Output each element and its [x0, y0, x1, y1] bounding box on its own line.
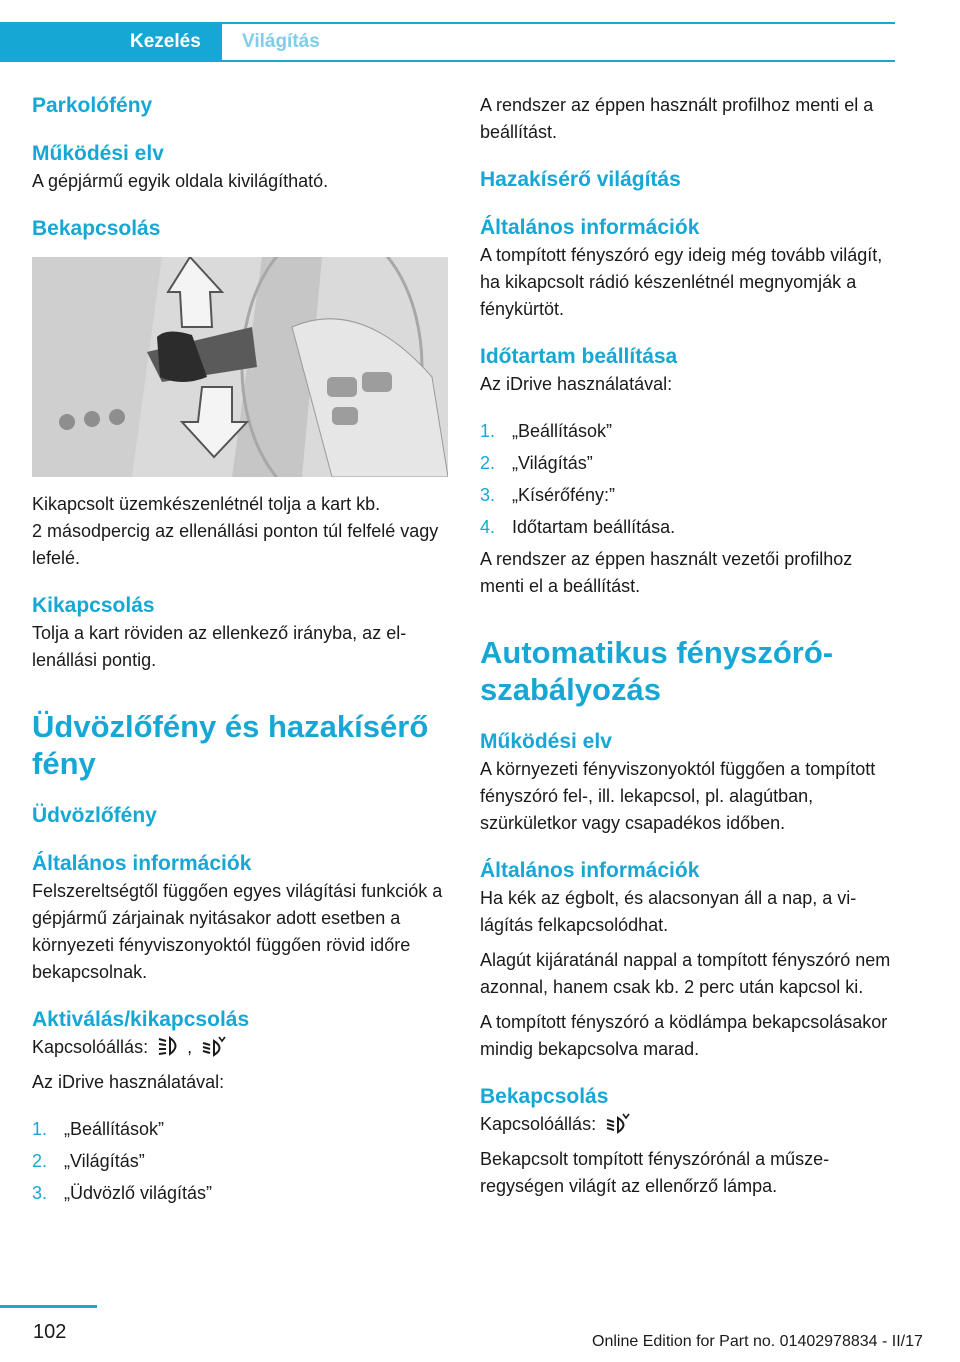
heading-principle: Működési elv: [32, 142, 164, 165]
heading-duration: Időtartam beállítása: [480, 345, 678, 368]
text-blue-sky: Ha kék az égbolt, és alacsonyan áll a nap, a világítás felkapcsolódhat.: [480, 888, 857, 935]
list-item: 1. „Beállítások”: [32, 1119, 165, 1139]
switch-position-label: Kapcsolóállás:: [32, 1037, 149, 1057]
text-switch-on-1: Kikapcsolt üzemkészenlétnél tolja a kart kb.: [32, 494, 381, 514]
tab-kezeles[interactable]: Kezelés: [0, 22, 222, 62]
heading-parking-light: Parkolófény: [32, 94, 153, 117]
list-item: 1. „Beállítások”: [480, 421, 613, 441]
text-principle: A környezeti fényviszonyoktól függően a tompított fényszóró fel-, ill. lekapcsol, pl. alagútban, szürkületkor vagy csapadékos időben.: [480, 759, 876, 833]
auto-headlight-icon: [605, 1112, 631, 1134]
list-item: 2. „Világítás”: [480, 453, 593, 473]
heading-welcome-home-light: Üdvözlőfény és hazakísérő fény: [32, 709, 429, 781]
heading-general-info: Általános információk: [32, 852, 252, 875]
switch-separator: ,: [187, 1037, 193, 1057]
left-column: [32, 92, 450, 1212]
text-switch-position: [32, 1034, 450, 1061]
steps-duration: [480, 418, 898, 541]
text-switch-position: [480, 1111, 898, 1138]
heading-switch-on: Bekapcsolás: [480, 1085, 609, 1108]
heading-general-info-2: Általános információk: [480, 859, 700, 882]
lever-illustration: [32, 257, 448, 477]
text-switch-off: Tolja a kart röviden az ellenkező irányba, az ellenállási pontig.: [32, 623, 407, 670]
text-tunnel: Alagút kijáratánál nappal a tompított fényszóró nem azonnal, hanem csak kb. 2 perc után kapcsol ki.: [480, 950, 891, 997]
steering-column-lever-image: [32, 257, 448, 477]
text-general-info: A tompított fényszóró egy ideig még tovább világít, ha kikapcsolt rádió készenlétnél megnyomják a fénykürtöt.: [480, 245, 883, 319]
text-fog-light: A tompított fényszóró a ködlámpa bekapcsolásakor mindig bekapcsolva marad.: [480, 1012, 888, 1059]
list-item: 4. Időtartam beállítása.: [480, 517, 676, 537]
text-principle: A gépjármű egyik oldala kivilágítható.: [32, 171, 329, 191]
heading-welcome-light: Üdvözlőfény: [32, 804, 157, 827]
switch-position-label: Kapcsolóállás:: [480, 1114, 597, 1134]
text-idrive: Az iDrive használatával:: [480, 374, 673, 394]
text-idrive: Az iDrive használatával:: [32, 1072, 225, 1092]
auto-headlight-icon: [201, 1035, 227, 1057]
steps-welcome: [32, 1116, 450, 1207]
heading-switch-on: Bekapcsolás: [32, 217, 161, 240]
heading-activate: Aktiválás/kikapcsolás: [32, 1008, 250, 1031]
parking-light-icon: [157, 1035, 183, 1057]
edition-note: Online Edition for Part no. 01402978834 - II/17: [592, 1333, 923, 1350]
header-tabs: [0, 22, 895, 62]
list-item: 3. „Üdvözlő világítás”: [32, 1183, 213, 1203]
right-column: [480, 92, 898, 1200]
text-indicator: Bekapcsolt tompított fényszórónál a műszeregységen világít az ellenőrző lámpa.: [480, 1149, 830, 1196]
page-number: 102: [33, 1321, 67, 1343]
text-switch-on-2: 2 másodpercig az ellenállási ponton túl felfelé vagy lefelé.: [32, 521, 439, 568]
list-item: 2. „Világítás”: [32, 1151, 145, 1171]
text-profile-save-2: A rendszer az éppen használt vezetői profilhoz menti el a beállítást.: [480, 549, 853, 596]
text-general-info: Felszereltségtől függően egyes világítási funkciók a gépjármű zárjainak nyitásakor adott esetben a környezeti fényviszonyoktól függően rövid időre bekapcsolnak.: [32, 881, 443, 982]
heading-principle: Működési elv: [480, 730, 612, 753]
heading-switch-off: Kikapcsolás: [32, 594, 155, 617]
tab-vilagitas[interactable]: Világítás: [222, 22, 895, 62]
heading-home-light: Hazakísérő világítás: [480, 168, 681, 191]
footer-rule: [0, 1305, 97, 1308]
list-item: 3. „Kísérőfény:”: [480, 485, 616, 505]
heading-general-info: Általános információk: [480, 216, 700, 239]
text-profile-save: A rendszer az éppen használt profilhoz menti el a beállítást.: [480, 95, 874, 142]
heading-auto-headlight: Automatikus fényszóró-szabályozás: [480, 635, 834, 707]
